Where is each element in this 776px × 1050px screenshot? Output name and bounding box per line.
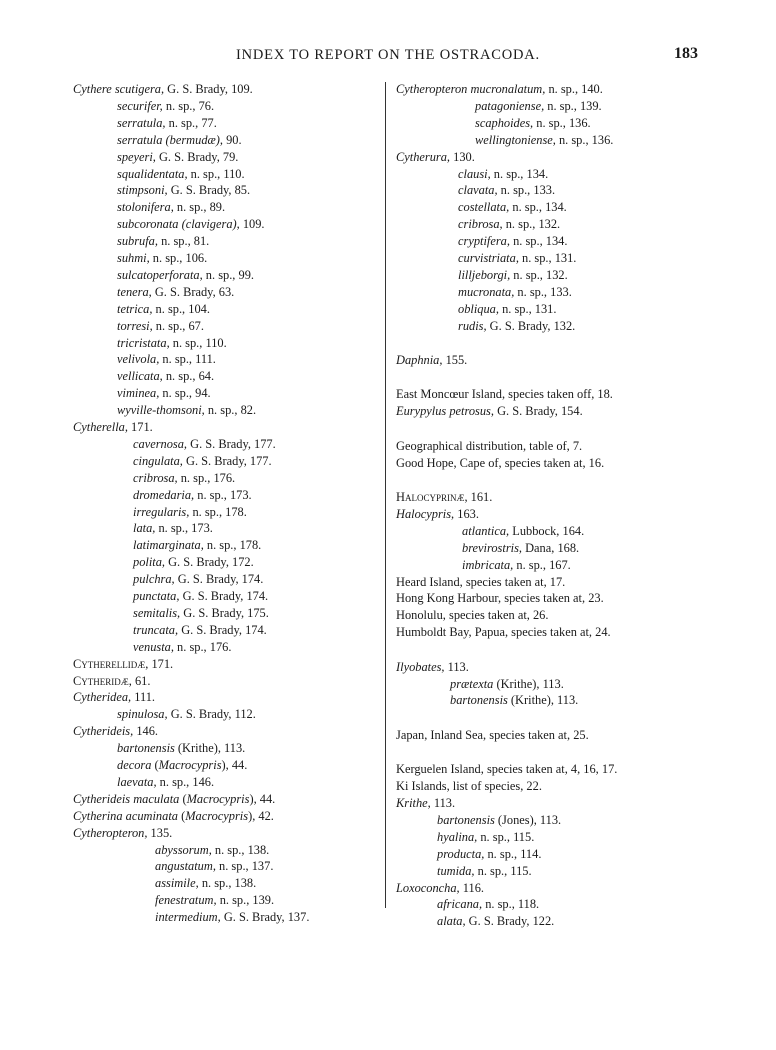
index-entry-it: Ilyobates, — [396, 659, 445, 674]
index-entry-txt: (Krithe), 113. — [507, 693, 579, 708]
index-entry — [73, 420, 153, 435]
index-entry-txt: n. sp., 118. — [482, 897, 540, 912]
index-entry-txt: 109. — [239, 217, 265, 232]
index-entry-txt: G. S. Brady, 174. — [179, 589, 269, 603]
index-entry-txt: Heard Island, species taken at, 17. — [396, 574, 566, 589]
index-entry-it: brevirostris, — [462, 540, 523, 555]
index-entry-txt: n. sp., 104. — [152, 301, 210, 316]
index-entry-txt: G. S. Brady, 177. — [187, 436, 276, 451]
index-entry-it: cingulata, — [133, 453, 183, 468]
index-entry-it: pulchra, — [133, 572, 175, 587]
index-entry — [73, 674, 150, 689]
index-entry-txt: ( — [177, 808, 186, 823]
index-entry-txt: G. S. Brady, 174. — [174, 572, 264, 587]
index-entry-it: serratula, — [117, 115, 166, 130]
index-entry-txt: n. sp., 111. — [159, 352, 216, 367]
index-entry — [133, 555, 254, 570]
index-entry — [437, 813, 561, 828]
index-entry — [117, 200, 225, 215]
index-entry-it: clavata, — [458, 183, 498, 198]
index-entry — [396, 387, 613, 402]
index-entry — [117, 775, 214, 790]
index-entry-it: torresi, — [117, 318, 153, 333]
index-entry-it: Cytheridea, — [73, 690, 132, 705]
index-entry-it: cribrosa, — [133, 470, 178, 485]
index-entry — [117, 268, 254, 283]
index-entry-it: Eurypylus petrosus, — [396, 404, 494, 419]
index-entry-it: abyssorum, — [155, 842, 212, 857]
index-entry — [396, 779, 542, 794]
index-entry — [475, 99, 602, 114]
index-entry-txt: 171. — [148, 656, 174, 671]
index-entry — [458, 234, 567, 249]
index-entry-it: africana, — [437, 897, 483, 912]
index-entry-txt: n. sp., 167. — [513, 557, 571, 572]
index-entry-it: clausi, — [458, 166, 491, 181]
index-entry — [396, 660, 469, 675]
index-entry-it: imbricata, — [462, 557, 514, 572]
index-entry — [450, 693, 578, 708]
index-entry — [73, 826, 172, 841]
index-entry-txt: Good Hope, Cape of, species taken at, 16. — [396, 455, 605, 470]
index-entry — [458, 167, 548, 182]
index-entry-txt: n. sp., 99. — [202, 267, 254, 282]
index-entry-txt: 61. — [131, 673, 151, 688]
index-entry-txt: n. sp., 106. — [149, 251, 208, 265]
index-entry-it: tumida, — [437, 863, 475, 878]
index-entry-it: serratula (bermudæ), — [117, 132, 224, 147]
index-entry-it: hyalina, — [437, 829, 478, 844]
index-entry-it: lilljeborgi, — [458, 267, 511, 282]
index-entry — [73, 792, 275, 807]
index-entry-txt: G. S. Brady, 154. — [493, 404, 583, 419]
index-entry-it: wyville-thomsoni, — [117, 403, 205, 418]
index-entry-it: stimpsoni, — [117, 183, 168, 198]
index-entry — [437, 914, 554, 929]
index-entry-it: scaphoides, — [475, 115, 534, 130]
index-entry-it: intermedium, — [155, 910, 221, 925]
index-entry-it: Daphnia, — [396, 353, 443, 367]
index-entry — [117, 403, 256, 418]
index-entry-txt: n. sp., 139. — [216, 893, 275, 908]
index-entry-txt: 135. — [147, 825, 173, 840]
index-entry-txt: n. sp., 134. — [509, 234, 568, 249]
index-entry-txt: n. sp., 146. — [156, 774, 215, 789]
index-entry-txt: n. sp., 136. — [533, 115, 591, 130]
index-entry-txt: n. sp., 76. — [162, 98, 215, 113]
index-entry-it: producta, — [437, 846, 485, 861]
index-entry — [475, 116, 591, 131]
index-entry-it: subrufa, — [117, 234, 158, 249]
index-entry-txt: n. sp., 137. — [215, 859, 274, 874]
index-entry-it: mucronata, — [458, 284, 515, 299]
index-entry-it: vellicata, — [117, 369, 163, 384]
index-entry-txt: n. sp., 82. — [204, 403, 257, 418]
index-entry-txt: n. sp., 131. — [518, 251, 577, 265]
index-entry-txt: (Jones), 113. — [494, 812, 562, 827]
index-entry — [117, 251, 207, 266]
index-entry — [117, 707, 256, 722]
index-entry-txt: n. sp., 64. — [162, 369, 215, 384]
index-entry — [117, 167, 245, 182]
index-entry-it: Cytherideis, — [73, 724, 134, 739]
index-entry-txt: ( — [151, 758, 159, 772]
index-entry-it: Cytherideis maculata — [73, 791, 180, 806]
index-entry-txt: G. S. Brady, 174. — [178, 622, 267, 637]
index-entry-txt: (Krithe), 113. — [174, 741, 246, 756]
index-entry-txt2: ), 44. — [221, 758, 248, 772]
index-entry-txt: G. S. Brady, 132. — [486, 318, 576, 333]
index-entry-it: costellata, — [458, 200, 510, 215]
index-entry — [458, 183, 555, 198]
index-entry-it: irregularis, — [133, 504, 190, 519]
index-entry — [117, 116, 217, 131]
index-entry — [396, 456, 604, 471]
index-entry — [155, 893, 274, 908]
index-entry — [458, 200, 567, 215]
index-entry-it: Cytherura, — [396, 149, 451, 164]
index-entry — [396, 762, 617, 777]
index-entry — [396, 625, 611, 640]
index-entry-it2: Macrocypris — [185, 808, 249, 823]
index-entry-txt: n. sp., 81. — [157, 234, 210, 249]
index-entry-it: speyeri, — [117, 149, 156, 164]
index-entry-txt: G. S. Brady, 112. — [167, 707, 256, 722]
index-entry-it: viminea, — [117, 386, 160, 401]
index-entry — [155, 910, 309, 925]
index-entry — [117, 741, 245, 756]
index-entry — [117, 352, 216, 367]
index-entry-txt: G. S. Brady, 137. — [220, 910, 310, 925]
index-entry-txt: n. sp., 173. — [155, 521, 213, 536]
index-entry — [117, 369, 214, 384]
index-entry-txt: 90. — [223, 132, 242, 147]
index-entry-txt: Dana, 168. — [522, 540, 580, 555]
index-entry — [133, 640, 231, 655]
index-entry — [437, 830, 534, 845]
index-entry-txt: (Krithe), 113. — [493, 676, 564, 691]
index-entry — [117, 183, 250, 198]
index-entry-it: Cythere scutigera, — [73, 82, 165, 96]
index-entry — [396, 796, 455, 811]
index-entry-txt2: ), 42. — [248, 808, 274, 823]
index-entry-it: fenestratum, — [155, 893, 217, 908]
index-entry — [396, 82, 603, 97]
index-entry-txt: 111. — [131, 690, 156, 705]
index-entry-txt: G. S. Brady, 122. — [465, 914, 555, 929]
index-entry-it: Cytherina acuminata — [73, 808, 178, 823]
index-entry — [73, 82, 253, 97]
index-entry-txt: Humboldt Bay, Papua, species taken at, 24. — [396, 625, 611, 640]
index-entry-txt: 155. — [442, 353, 468, 367]
index-entry-txt: Kerguelen Island, species taken at, 4, 16, 17. — [396, 762, 618, 777]
index-entry — [117, 302, 210, 317]
index-entry-it: cribrosa, — [458, 217, 503, 232]
index-entry-txt: 113. — [430, 796, 456, 810]
index-entry-txt: Honolulu, species taken at, 26. — [396, 608, 549, 623]
index-entry-it: stolonifera, — [117, 200, 174, 215]
index-entry-txt: n. sp., 132. — [510, 267, 568, 282]
index-entry-txt: G. S. Brady, 85. — [167, 183, 251, 198]
index-entry-it: bartonensis — [450, 693, 508, 708]
index-entry-it: rudis, — [458, 318, 487, 333]
index-entry — [155, 843, 269, 858]
index-entry-it: Halocypris, — [396, 506, 455, 521]
index-entry — [133, 488, 252, 503]
index-entry-it: squalidentata, — [117, 166, 188, 181]
index-entry-txt: G. S. Brady, 172. — [165, 555, 254, 570]
index-entry — [396, 353, 467, 368]
index-entry — [458, 251, 576, 266]
index-entry-txt: Hong Kong Harbour, species taken at, 23. — [396, 591, 604, 606]
index-entry-txt: n. sp., 94. — [159, 386, 211, 401]
running-header-title: INDEX TO REPORT ON THE OSTRACODA. — [235, 47, 540, 63]
index-entry-txt: n. sp., 115. — [474, 863, 532, 878]
index-entry-it: alata, — [437, 914, 466, 929]
index-entry-it: truncata, — [133, 622, 179, 637]
index-entry — [396, 439, 582, 454]
index-entry — [396, 490, 492, 505]
index-entry-it: wellingtoniense, — [475, 132, 556, 147]
index-entry — [396, 728, 589, 743]
index-entry — [458, 268, 568, 283]
index-entry-it: bartonensis — [117, 741, 175, 756]
index-entry-it: semitalis, — [133, 605, 181, 620]
index-entry-txt: n. sp., 133. — [514, 284, 572, 299]
index-entry-it: venusta, — [133, 639, 174, 654]
index-entry-txt: n. sp., 110. — [187, 166, 245, 181]
index-entry-txt: n. sp., 139. — [544, 98, 602, 113]
index-entry-it: lata, — [133, 521, 156, 536]
index-entry-it: Cytheropteron, — [73, 825, 148, 840]
index-entry-txt: n. sp., 133. — [497, 183, 556, 198]
index-entry-it2: Macrocypris — [186, 791, 250, 806]
index-entry — [458, 285, 572, 300]
index-entry — [117, 758, 247, 773]
index-entry-it: sulcatoperforata, — [117, 267, 203, 282]
index-entry-txt: G. S. Brady, 109. — [164, 82, 253, 96]
index-entry — [458, 302, 556, 317]
index-entry-txt: G. S. Brady, 177. — [182, 453, 272, 468]
index-entry — [133, 606, 269, 621]
index-entry-it: prætexta — [450, 676, 494, 691]
index-entry — [117, 133, 242, 148]
index-entry-it: decora — [117, 758, 152, 772]
index-entry — [133, 538, 261, 553]
index-entry-txt: ( — [179, 791, 187, 806]
index-entry-txt: East Moncœur Island, species taken off, 18. — [396, 387, 613, 402]
index-entry-txt: 113. — [444, 659, 469, 674]
index-entry — [458, 217, 560, 232]
index-entry-it: assimile, — [155, 876, 199, 891]
index-entry — [396, 507, 479, 522]
index-entry-it: Loxoconcha, — [396, 880, 460, 895]
index-entry — [133, 623, 267, 638]
index-entry-txt: n. sp., 114. — [484, 846, 542, 861]
index-entry — [117, 150, 238, 165]
index-entry-it: laevata, — [117, 774, 157, 789]
index-entry-it: tenera, — [117, 284, 152, 299]
index-entry — [133, 454, 272, 469]
index-entry-it: tetrica, — [117, 301, 153, 316]
index-entry — [117, 217, 265, 232]
index-entry-txt: G. S. Brady, 63. — [151, 284, 235, 299]
index-entry — [117, 336, 227, 351]
index-entry — [117, 285, 234, 300]
index-entry-txt: Lubbock, 164. — [509, 523, 585, 538]
index-entry-it: obliqua, — [458, 301, 499, 316]
index-entry — [437, 847, 541, 862]
index-entry — [396, 591, 604, 606]
index-entry — [73, 690, 155, 705]
index-entry-sc: Halocyprinæ, — [396, 490, 468, 504]
index-entry-txt: 146. — [133, 724, 159, 739]
index-entry — [133, 505, 247, 520]
index-entry — [133, 572, 263, 587]
index-entry — [437, 864, 532, 879]
index-entry-txt: n. sp., 67. — [152, 318, 204, 333]
index-entry — [155, 876, 256, 891]
index-entry-txt: Japan, Inland Sea, species taken at, 25. — [396, 727, 589, 742]
index-entry-txt: 171. — [127, 420, 153, 434]
index-entry — [396, 150, 475, 165]
index-entry — [458, 319, 575, 334]
index-entry — [133, 437, 276, 452]
index-entry-txt: n. sp., 89. — [173, 200, 226, 215]
index-entry — [117, 99, 214, 114]
index-entry-it: cryptifera, — [458, 234, 510, 249]
index-entry-it: angustatum, — [155, 859, 216, 874]
index-entry-txt: n. sp., 138. — [198, 876, 257, 891]
index-entry-it2: Macrocypris — [158, 758, 222, 772]
index-entry-it: dromedaria, — [133, 487, 195, 502]
index-entry — [155, 859, 273, 874]
index-entry — [396, 608, 548, 623]
index-entry-it: suhmi, — [117, 251, 150, 265]
index-entry-txt: 163. — [454, 506, 479, 521]
index-entry — [133, 521, 213, 536]
index-entry-txt: 161. — [467, 490, 493, 504]
index-entry-sc: Cytherellidæ, — [73, 656, 149, 671]
index-entry-txt: n. sp., 132. — [502, 217, 561, 232]
index-entry — [475, 133, 613, 148]
index-entry — [73, 809, 274, 824]
page-number: 183 — [674, 45, 698, 62]
index-entry-it: cavernosa, — [133, 436, 188, 451]
column-divider — [385, 82, 386, 908]
index-entry-it: latimarginata, — [133, 538, 204, 553]
index-entry-txt: n. sp., 115. — [477, 829, 535, 844]
index-entry — [73, 657, 173, 672]
index-entry — [396, 575, 565, 590]
index-entry-txt: 130. — [450, 149, 475, 164]
index-entry-it: securifer, — [117, 98, 163, 113]
index-entry-txt: n. sp., 176. — [177, 470, 236, 485]
index-entry-it: Cytheropteron mucronalatum, — [396, 82, 546, 96]
index-entry-it: polita, — [133, 555, 166, 570]
index-entry-it: Cytherella, — [73, 420, 128, 434]
index-entry-it: spinulosa, — [117, 707, 168, 722]
index-entry-txt: n. sp., 176. — [173, 639, 232, 654]
index-entry-it: curvistriata, — [458, 251, 519, 265]
index-entry-txt: n. sp., 110. — [169, 335, 227, 350]
index-entry — [462, 524, 584, 539]
index-entry-txt: n. sp., 136. — [555, 132, 614, 147]
index-entry — [396, 404, 583, 419]
index-entry-txt: Geographical distribution, table of, 7. — [396, 438, 583, 453]
index-entry-txt: n. sp., 134. — [490, 166, 549, 181]
index-entry-txt: 116. — [459, 880, 484, 895]
index-entry-txt: n. sp., 178. — [189, 504, 247, 519]
index-entry-txt: Ki Islands, list of species, 22. — [396, 779, 542, 794]
index-entry-txt: G. S. Brady, 79. — [155, 149, 239, 164]
index-entry — [462, 558, 571, 573]
index-entry — [462, 541, 579, 556]
index-entry-it: Krithe, — [396, 796, 431, 810]
index-entry — [437, 897, 539, 912]
index-entry-it: subcoronata (clavigera), — [117, 217, 240, 232]
index-entry-txt: G. S. Brady, 175. — [180, 605, 269, 620]
index-entry-txt2: ), 44. — [249, 791, 276, 806]
index-entry — [396, 881, 484, 896]
index-entry-txt: n. sp., 173. — [194, 487, 252, 502]
index-entry — [133, 471, 235, 486]
index-entry — [117, 234, 209, 249]
index-entry — [133, 589, 268, 604]
index-entry-txt: n. sp., 140. — [545, 82, 603, 96]
index-entry — [73, 724, 158, 739]
index-entry-it: tricristata, — [117, 335, 170, 350]
index-entry — [117, 319, 204, 334]
index-entry — [450, 677, 564, 692]
index-entry-txt: n. sp., 178. — [203, 538, 262, 553]
index-entry-it: punctata, — [133, 589, 180, 603]
index-entry-it: atlantica, — [462, 523, 510, 538]
index-entry-it: patagoniense, — [475, 98, 545, 113]
index-entry-sc: Cytheridæ, — [73, 673, 132, 688]
index-entry-txt: n. sp., 134. — [509, 200, 567, 215]
index-entry-txt: n. sp., 77. — [165, 115, 217, 130]
index-entry-txt: n. sp., 138. — [211, 842, 270, 857]
index-entry-it: bartonensis — [437, 812, 495, 827]
index-entry-txt: n. sp., 131. — [498, 301, 557, 316]
index-entry-it: velivola, — [117, 352, 160, 367]
index-entry — [117, 386, 211, 401]
